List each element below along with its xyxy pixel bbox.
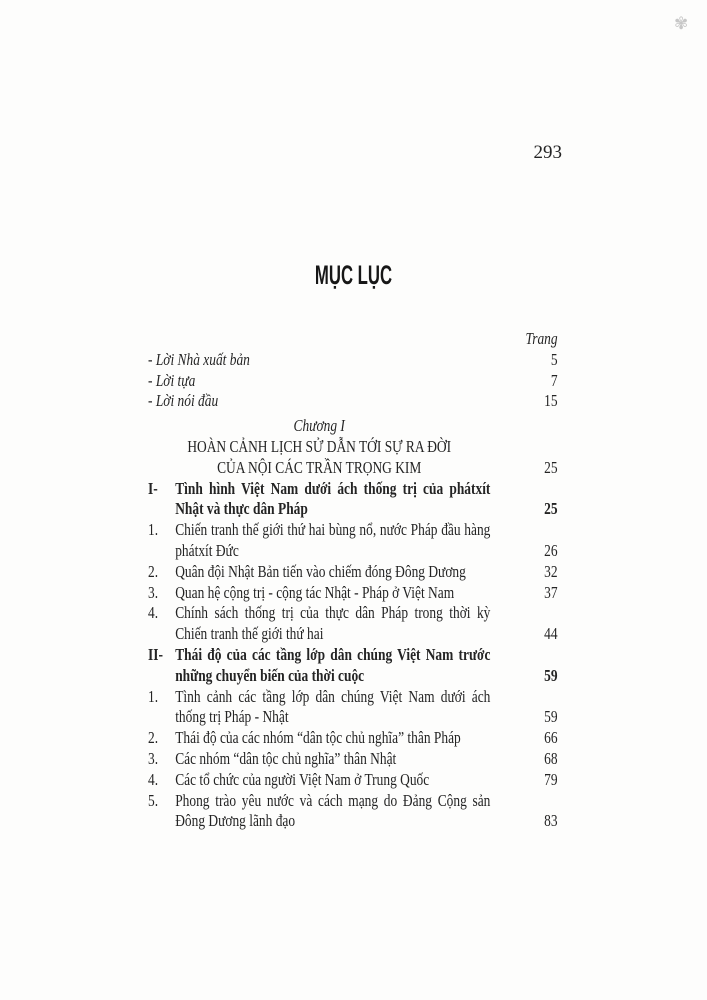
table-of-contents bbox=[148, 329, 558, 832]
toc-entry-label: Tình cảnh các tầng lớp dân chúng Việt Nam dưới ách thống trị Pháp - Nhật bbox=[175, 686, 491, 727]
toc-section-row bbox=[148, 479, 558, 521]
chapter-title-row bbox=[148, 437, 558, 458]
toc-item-row bbox=[148, 687, 558, 729]
toc-item-row bbox=[148, 562, 558, 583]
toc-entry-page: 5 bbox=[550, 349, 558, 369]
toc-entry-label: Quan hệ cộng trị - cộng tác Nhật - Pháp ở Việt Nam bbox=[175, 582, 455, 602]
flower-ornament-icon: ✾ bbox=[674, 14, 689, 34]
toc-entry-label: Tình hình Việt Nam dưới ách thống trị của phátxít Nhật và thực dân Pháp bbox=[175, 478, 491, 519]
toc-front-matter-row bbox=[148, 350, 558, 371]
toc-entry-label: Quân đội Nhật Bản tiến vào chiếm đóng Đông Dương bbox=[175, 561, 466, 581]
toc-entry-page: 59 bbox=[544, 707, 558, 727]
toc-entry-page: 79 bbox=[544, 769, 558, 789]
toc-entry-page: 25 bbox=[544, 499, 558, 519]
chapter-title-line: HOÀN CẢNH LỊCH SỬ DẪN TỚI SỰ RA ĐỜI bbox=[187, 436, 452, 456]
toc-entry-page: 44 bbox=[544, 624, 558, 644]
toc-front-matter-row bbox=[148, 391, 558, 412]
toc-item-row bbox=[148, 749, 558, 770]
toc-entry-number: 2. bbox=[148, 561, 159, 581]
toc-entry-label: - Lời Nhà xuất bản bbox=[148, 349, 250, 369]
toc-front-matter-row bbox=[148, 371, 558, 392]
chapter-title-row bbox=[148, 458, 558, 479]
toc-entry-page: 66 bbox=[544, 728, 558, 748]
toc-entry-label: - Lời tựa bbox=[148, 370, 196, 390]
toc-entry-label: Chính sách thống trị của thực dân Pháp trong thời kỳ Chiến tranh thế giới thứ hai bbox=[175, 603, 491, 644]
toc-entry-label: Các nhóm “dân tộc chủ nghĩa” thân Nhật bbox=[175, 748, 397, 768]
toc-entry-number: 3. bbox=[148, 582, 159, 602]
page-title: MỤC LỤC bbox=[314, 260, 393, 290]
toc-entry-page: 26 bbox=[544, 540, 558, 560]
chapter-kicker-row bbox=[148, 416, 558, 437]
toc-entry-label: Chiến tranh thế giới thứ hai bùng nổ, nước Pháp đầu hàng phátxít Đức bbox=[175, 520, 491, 560]
toc-entry-label: Thái độ của các nhóm “dân tộc chủ nghĩa” thân Pháp bbox=[175, 728, 461, 748]
toc-entry-number: 1. bbox=[148, 520, 159, 540]
toc-item-row bbox=[148, 583, 558, 604]
toc-entry-page: 37 bbox=[544, 582, 558, 602]
chapter-kicker: Chương I bbox=[293, 416, 345, 436]
toc-entry-page: 83 bbox=[544, 811, 558, 831]
toc-entry-number: II- bbox=[148, 644, 163, 664]
toc-entry-number: 2. bbox=[148, 728, 159, 748]
toc-entry-number: 4. bbox=[148, 603, 159, 623]
toc-section-row bbox=[148, 645, 558, 687]
chapter-title-line: CỦA NỘI CÁC TRẦN TRỌNG KIM bbox=[217, 457, 422, 477]
toc-item-row bbox=[148, 791, 558, 833]
toc-entry-page: 32 bbox=[544, 561, 558, 581]
toc-entry-page: 68 bbox=[544, 748, 558, 768]
toc-entry-label: Thái độ của các tầng lớp dân chúng Việt Nam trước những chuyển biến của thời cuộc bbox=[175, 644, 491, 685]
toc-entry-page: 15 bbox=[544, 391, 558, 411]
toc-entry-number: 3. bbox=[148, 748, 159, 768]
chapter-page: 25 bbox=[544, 457, 558, 477]
toc-entry-number: 5. bbox=[148, 790, 159, 810]
toc-item-row bbox=[148, 770, 558, 791]
toc-entry-number: 1. bbox=[148, 686, 159, 706]
toc-entry-number: 4. bbox=[148, 769, 159, 789]
toc-entry-page: 7 bbox=[550, 370, 558, 390]
toc-entry-label: - Lời nói đầu bbox=[148, 391, 219, 411]
toc-item-row bbox=[148, 728, 558, 749]
toc-item-row bbox=[148, 603, 558, 645]
page-column-header: Trang bbox=[525, 329, 558, 348]
toc-entry-page: 59 bbox=[544, 665, 558, 685]
toc-entry-number: I- bbox=[148, 478, 158, 498]
toc-entry-label: Các tổ chức của người Việt Nam ở Trung Quốc bbox=[175, 769, 430, 789]
toc-entry-label: Phong trào yêu nước và cách mạng do Đảng Cộng sản Đông Dương lãnh đạo bbox=[175, 790, 491, 831]
page-number: 293 bbox=[533, 142, 562, 163]
toc-item-row bbox=[148, 520, 558, 562]
